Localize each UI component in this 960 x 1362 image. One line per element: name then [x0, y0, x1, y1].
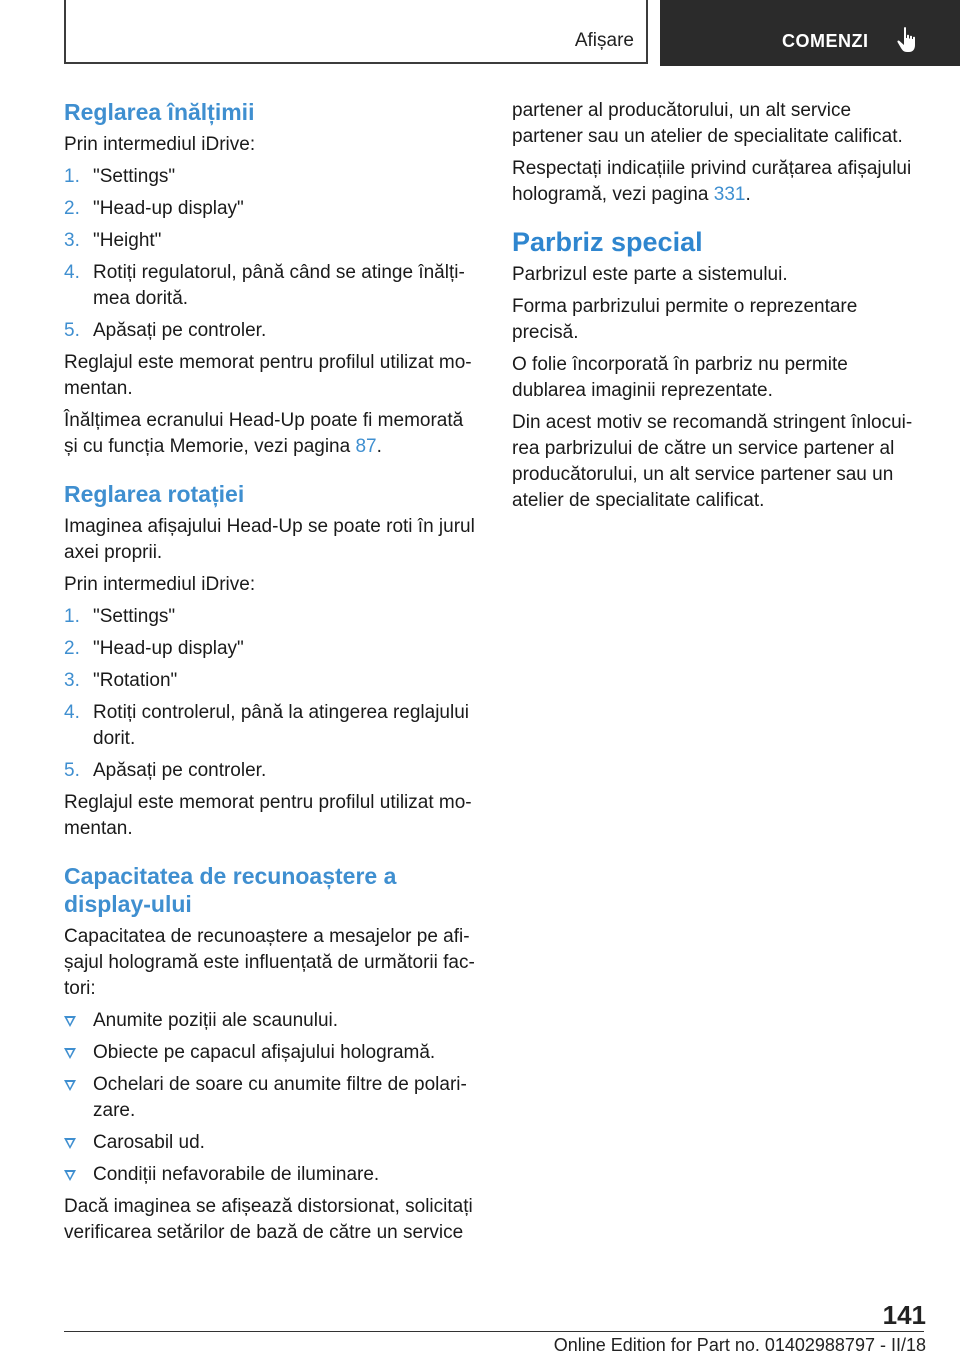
recognition-intro: Capacitatea de recunoaștere a mesajelor pe afi-șajul hologramă este influențată de următorii fac-tori: — [64, 926, 475, 999]
page-link-331[interactable]: 331 — [713, 184, 746, 205]
list-item — [64, 1130, 476, 1156]
step-text: Rotiți controlerul, până la atingerea reglajului dorit. — [93, 702, 470, 749]
edition-label: Online Edition for Part no. 01402988797 - II/18 — [553, 1335, 926, 1355]
distortion-note: Dacă imaginea se afișează distorsionat, solicitați verificarea setărilor de bază de către un service — [64, 1196, 473, 1243]
list-item — [64, 1008, 476, 1034]
step-number: 3. — [64, 670, 80, 691]
list-item — [64, 668, 476, 694]
list-item — [64, 196, 476, 222]
list-item — [64, 1072, 476, 1124]
rotation-note: Reglajul este memorat pentru profilul utilizat mo-mentan. — [64, 792, 472, 839]
factor-text: Anumite poziții ale scaunului. — [93, 1010, 339, 1031]
list-item — [64, 228, 476, 254]
step-number: 5. — [64, 320, 80, 341]
continued-text: partener al producătorului, un alt service partener sau un atelier de specialitate calificat. — [512, 100, 903, 147]
step-number: 2. — [64, 638, 80, 659]
list-item — [64, 700, 476, 752]
factor-text: Ochelari de soare cu anumite filtre de polari-zare. — [93, 1074, 467, 1121]
heading-windshield: Parbriz special — [512, 227, 703, 257]
step-number: 4. — [64, 262, 80, 283]
section-tab — [64, 0, 648, 64]
step-text: "Rotation" — [93, 670, 178, 691]
step-text: "Height" — [93, 230, 162, 251]
heading-rotation: Reglarea rotației — [64, 481, 245, 507]
windshield-p3: O folie încorporată în parbriz nu permite dublarea imaginii reprezentate. — [512, 354, 848, 401]
triangle-bullet-icon — [64, 1138, 76, 1149]
heading-height: Reglarea înălțimii — [64, 99, 255, 125]
memory-note-text: Înălțimea ecranului Head-Up poate fi memorată și cu funcția Memorie, vezi pagina — [64, 410, 464, 457]
right-column — [512, 98, 924, 520]
heading-recognition: Capacitatea de recunoaștere a display-ului — [64, 863, 397, 917]
cleaning-note-end: . — [745, 184, 751, 205]
footer-divider — [64, 1331, 924, 1332]
height-steps-list — [64, 164, 476, 344]
step-text: "Settings" — [93, 606, 176, 627]
step-number: 4. — [64, 702, 80, 723]
page-number: 141 — [882, 1300, 926, 1330]
step-text: Apăsați pe controler. — [93, 320, 267, 341]
step-number: 1. — [64, 166, 80, 187]
step-number: 1. — [64, 606, 80, 627]
list-item — [64, 758, 476, 784]
step-text: Apăsați pe controler. — [93, 760, 267, 781]
factors-list — [64, 1008, 476, 1188]
list-item — [64, 636, 476, 662]
list-item — [64, 1040, 476, 1066]
chapter-label: COMENZI — [782, 31, 869, 51]
step-text: Rotiți regulatorul, până când se atinge înălți-mea dorită. — [93, 262, 465, 309]
windshield-p4: Din acest motiv se recomandă stringent înlocui-rea parbrizului de către un service partener al producătorului, un alt service partener sau un atelier de specialitate calificat. — [512, 412, 913, 511]
cleaning-note — [512, 156, 924, 208]
cleaning-note-text: Respectați indicațiile privind curățarea afișajului hologramă, vezi pagina — [512, 158, 912, 205]
factor-text: Condiții nefavorabile de iluminare. — [93, 1164, 380, 1185]
triangle-bullet-icon — [64, 1048, 76, 1059]
step-number: 5. — [64, 760, 80, 781]
rotation-intro: Imaginea afișajului Head-Up se poate roti în jurul axei proprii. — [64, 516, 475, 563]
hand-pointer-icon — [896, 26, 920, 54]
triangle-bullet-icon — [64, 1016, 76, 1027]
height-note: Reglajul este memorat pentru profilul utilizat mo-mentan. — [64, 352, 472, 399]
memory-note-end: . — [376, 436, 382, 457]
chapter-tab[interactable] — [660, 0, 960, 66]
page-link-87[interactable]: 87 — [355, 436, 377, 457]
list-item — [64, 260, 476, 312]
rotation-steps-list — [64, 604, 476, 784]
factor-text: Carosabil ud. — [93, 1132, 205, 1153]
triangle-bullet-icon — [64, 1080, 76, 1091]
list-item — [64, 1162, 476, 1188]
list-item — [64, 164, 476, 190]
factor-text: Obiecte pe capacul afișajului hologramă. — [93, 1042, 436, 1063]
memory-note — [64, 408, 476, 460]
step-number: 2. — [64, 198, 80, 219]
step-number: 3. — [64, 230, 80, 251]
left-column — [64, 98, 476, 1252]
windshield-p1: Parbrizul este parte a sistemului. — [512, 264, 788, 285]
section-label: Afișare — [574, 30, 634, 51]
list-item — [64, 318, 476, 344]
list-item — [64, 604, 476, 630]
step-text: "Head-up display" — [93, 198, 244, 219]
rotation-via: Prin intermediul iDrive: — [64, 574, 256, 595]
step-text: "Settings" — [93, 166, 176, 187]
step-text: "Head-up display" — [93, 638, 244, 659]
windshield-p2: Forma parbrizului permite o reprezentare precisă. — [512, 296, 858, 343]
height-intro: Prin intermediul iDrive: — [64, 134, 256, 155]
triangle-bullet-icon — [64, 1170, 76, 1181]
